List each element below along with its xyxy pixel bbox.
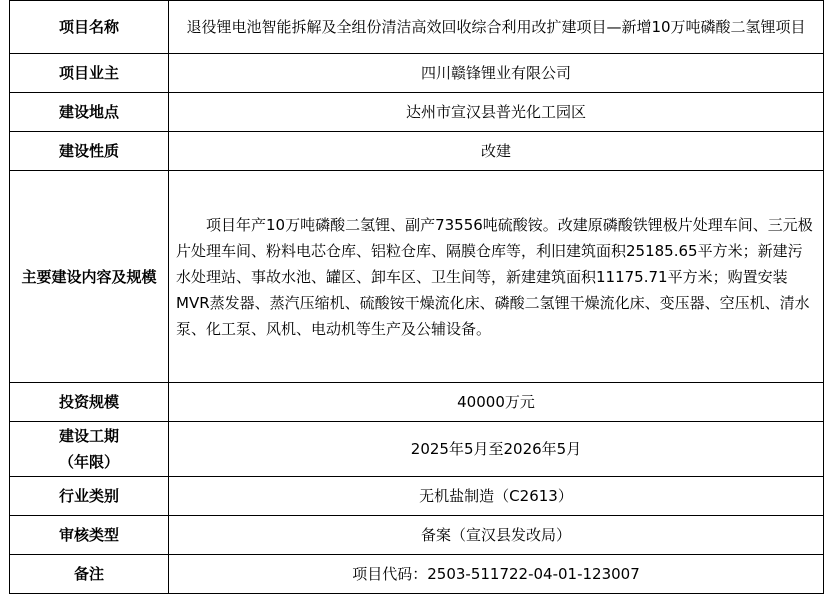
table-row xyxy=(10,171,824,383)
row-value-industry: 无机盐制造（C2613） xyxy=(169,477,824,516)
row-value-investment: 40000万元 xyxy=(169,383,824,422)
row-label-scope: 主要建设内容及规模 xyxy=(10,171,169,383)
row-value-remarks: 项目代码：2503-511722-04-01-123007 xyxy=(169,555,824,594)
row-label-industry: 行业类别 xyxy=(10,477,169,516)
row-value-scope: 项目年产10万吨磷酸二氢锂、副产73556吨硫酸铵。改建原磷酸铁锂极片处理车间、三元极片处理车间、粉料电芯仓库、铝粒仓库、隔膜仓库等，利旧建筑面积25185.65平方米；新建污水处理站、事故水池、罐区、卸车区、卫生间等，新建建筑面积11175.71平方米；购置安装MVR蒸发器、蒸汽压缩机、硫酸铵干燥流化床、磷酸二氢锂干燥流化床、变压器、空压机、清水泵、化工泵、风机、电动机等生产及公辅设备。 xyxy=(169,171,824,383)
row-label-project-owner: 项目业主 xyxy=(10,54,169,93)
row-label-period-line2: （年限） xyxy=(58,453,119,471)
row-label-period-line1: 建设工期 xyxy=(58,427,119,445)
row-label-nature: 建设性质 xyxy=(10,132,169,171)
table-row xyxy=(10,422,824,477)
table-row xyxy=(10,477,824,516)
table-row xyxy=(10,132,824,171)
row-value-review-type: 备案（宣汉县发改局） xyxy=(169,516,824,555)
row-value-period: 2025年5月至2026年5月 xyxy=(169,422,824,477)
table-row xyxy=(10,93,824,132)
table-row xyxy=(10,555,824,594)
row-label-remarks: 备注 xyxy=(10,555,169,594)
row-value-project-owner: 四川赣锋锂业有限公司 xyxy=(169,54,824,93)
project-info-table xyxy=(9,0,824,594)
row-label-review-type: 审核类型 xyxy=(10,516,169,555)
table-row xyxy=(10,54,824,93)
row-label-project-name: 项目名称 xyxy=(10,1,169,54)
row-value-project-name: 退役锂电池智能拆解及全组份清洁高效回收综合利用改扩建项目—新增10万吨磷酸二氢锂项目 xyxy=(169,1,824,54)
table-row xyxy=(10,383,824,422)
row-label-period xyxy=(10,422,169,477)
row-value-location: 达州市宣汉县普光化工园区 xyxy=(169,93,824,132)
table-row xyxy=(10,516,824,555)
row-label-investment: 投资规模 xyxy=(10,383,169,422)
row-value-nature: 改建 xyxy=(169,132,824,171)
row-label-location: 建设地点 xyxy=(10,93,169,132)
table-row xyxy=(10,1,824,54)
